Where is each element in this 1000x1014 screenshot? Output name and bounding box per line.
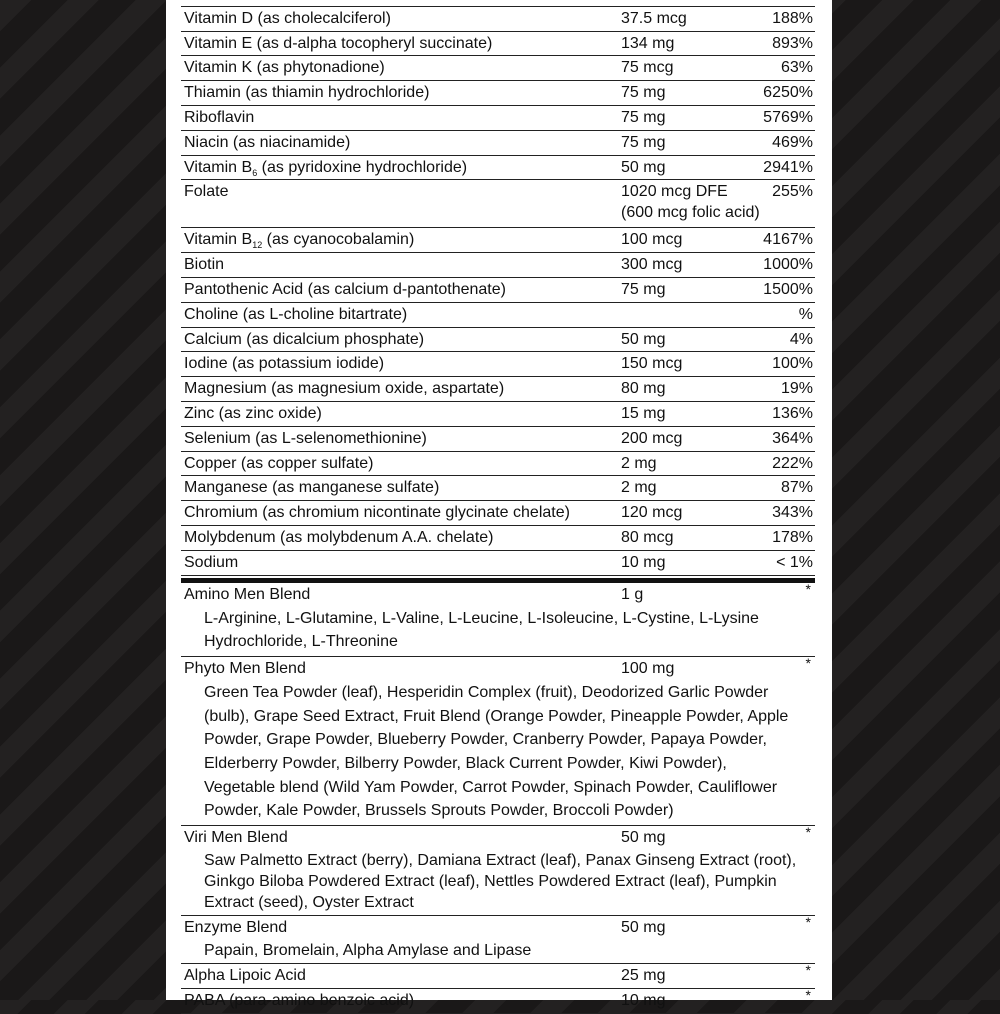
table-row-cut-off — [181, 0, 815, 7]
nutrient-row — [181, 328, 815, 353]
blend-ingredients: Green Tea Powder (leaf), Hesperidin Complex (fruit), Deodorized Garlic Powder (bulb), Grape Seed Extract, Fruit Blend (Orange Powder, Pineapple Powder, Apple Powder, Grape Powder, Blueberry Powder, Cranberry Powder, Papaya Powder, Elderberry Powder, Bilberry Powder, Black Current Powder, Kiwi Powder), Vegetable blend (Wild Yam Powder, Carrot Powder, Spinach Powder, Cauliflower Powder, Kale Powder, Brussels Sprouts Powder, Broccoli Powder) — [204, 683, 789, 820]
nutrient-row — [181, 32, 815, 57]
daily-value-not-established-mark: * — [805, 914, 811, 931]
nutrient-daily-value: 343% — [772, 504, 813, 522]
nutrient-amount: 2 mg — [621, 479, 657, 497]
blend-ingredients: L-Arginine, L-Glutamine, L-Valine, L-Leucine, L-Isoleucine, L-Cystine, L-Lysine Hydrochloride, L-Threonine — [204, 609, 759, 651]
nutrient-name-subscript: 12 — [252, 240, 263, 251]
nutrient-amount: 80 mcg — [621, 528, 674, 546]
blend-ingredients: Saw Palmetto Extract (berry), Damiana Extract (leaf), Panax Ginseng Extract (root), Ginkgo Biloba Powdered Extract (leaf), Nettles Powdered Extract (leaf), Pumpkin Extract (seed), Oyster Extract — [204, 852, 797, 912]
nutrient-row — [181, 156, 815, 181]
nutrient-table — [181, 0, 815, 1014]
nutrient-daily-value: 136% — [772, 404, 813, 422]
blend-header — [181, 826, 815, 850]
blend-amount: 100 mg — [621, 659, 675, 677]
nutrient-daily-value: 364% — [772, 429, 813, 447]
blend-header — [181, 580, 815, 607]
nutrient-amount: 50 mg — [621, 158, 666, 176]
nutrient-amount: 75 mcg — [621, 59, 674, 77]
nutrient-row — [181, 476, 815, 501]
nutrient-name-suffix: (as cyanocobalamin) — [262, 231, 415, 249]
nutrient-row — [181, 7, 815, 32]
nutrient-row — [181, 180, 815, 228]
nutrient-name: Chromium (as chromium nicontinate glycinate chelate) — [184, 504, 570, 522]
nutrient-name-prefix: Vitamin B — [184, 231, 253, 249]
nutrient-row — [181, 56, 815, 81]
nutrient-row — [181, 278, 815, 303]
nutrient-daily-value: 1500% — [763, 280, 813, 298]
nutrient-name: Zinc (as zinc oxide) — [184, 404, 322, 422]
daily-value-not-established-mark: * — [805, 987, 811, 1004]
nutrient-name: Vitamin K (as phytonadione) — [184, 59, 385, 77]
nutrient-daily-value: 255% — [772, 183, 813, 201]
blend-header — [181, 964, 815, 988]
nutrient-amount: 80 mg — [621, 380, 666, 398]
nutrient-amount: 2 mg — [621, 454, 657, 472]
nutrient-name: Choline (as L-choline bitartrate) — [184, 305, 408, 323]
nutrient-daily-value: 100% — [772, 355, 813, 373]
nutrient-amount: 120 mcg — [621, 504, 683, 522]
daily-value-not-established-mark: * — [805, 580, 811, 597]
nutrient-amount: 75 mg — [621, 108, 666, 126]
blend-amount: 1 g — [621, 585, 644, 603]
nutrient-amount: 75 mg — [621, 133, 666, 151]
nutrient-daily-value: 178% — [772, 528, 813, 546]
nutrient-daily-value: 6250% — [763, 84, 813, 102]
nutrient-amount: 75 mg — [621, 280, 666, 298]
nutrient-row — [181, 377, 815, 402]
nutrient-amount: 75 mg — [621, 84, 666, 102]
blend-amount: 25 mg — [621, 967, 666, 985]
nutrient-name: Sodium — [184, 553, 239, 571]
blend-row — [181, 916, 815, 964]
nutrient-daily-value: 4167% — [763, 231, 813, 249]
blend-name: Viri Men Blend — [184, 829, 288, 847]
blend-amount: 10 mg — [621, 992, 666, 1010]
supplement-facts-label — [166, 0, 832, 1010]
nutrient-amount: 150 mcg — [621, 355, 683, 373]
nutrient-amount: 200 mcg — [621, 429, 683, 447]
blend-header — [181, 916, 815, 940]
blend-name: Amino Men Blend — [184, 585, 311, 603]
blend-row — [181, 654, 815, 826]
nutrient-daily-value: 893% — [772, 34, 813, 52]
nutrient-amount: 37.5 mcg — [621, 9, 687, 27]
nutrient-name-prefix: Vitamin B — [184, 158, 253, 176]
nutrient-amount: 1020 mcg DFE — [621, 183, 728, 201]
nutrient-daily-value: 1000% — [763, 256, 813, 274]
nutrient-name-suffix: (as pyridoxine hydrochloride) — [257, 158, 468, 176]
nutrient-name: Molybdenum (as molybdenum A.A. chelate) — [184, 528, 494, 546]
nutrient-name: Niacin (as niacinamide) — [184, 133, 351, 151]
nutrient-name: Pantothenic Acid (as calcium d-pantothenate) — [184, 280, 506, 298]
nutrient-name: Manganese (as manganese sulfate) — [184, 479, 440, 497]
blend-row — [181, 989, 815, 1014]
nutrient-row — [181, 352, 815, 377]
nutrient-amount-line2: (600 mcg folic acid) — [621, 204, 760, 222]
nutrient-name: Selenium (as L-selenomethionine) — [184, 429, 427, 447]
blend-name: Enzyme Blend — [184, 919, 288, 937]
daily-value-not-established-mark: * — [805, 824, 811, 841]
nutrient-row — [181, 402, 815, 427]
nutrient-row — [181, 427, 815, 452]
nutrient-daily-value: 188% — [772, 9, 813, 27]
blend-header — [181, 654, 815, 681]
nutrient-amount: 15 mg — [621, 404, 666, 422]
nutrient-daily-value: 19% — [780, 380, 813, 398]
nutrient-daily-value: 4% — [789, 330, 813, 348]
nutrient-row — [181, 501, 815, 526]
blend-header — [181, 989, 815, 1013]
nutrient-amount: 134 mg — [621, 34, 675, 52]
nutrient-daily-value: 87% — [780, 479, 813, 497]
nutrient-name-subscript: 6 — [252, 167, 258, 178]
nutrient-daily-value: 469% — [772, 133, 813, 151]
nutrient-daily-value: 63% — [780, 59, 813, 77]
blend-row — [181, 580, 815, 657]
nutrient-row — [181, 81, 815, 106]
nutrient-daily-value: % — [798, 305, 813, 323]
nutrient-name: Iodine (as potassium iodide) — [184, 355, 385, 373]
blend-amount: 50 mg — [621, 829, 666, 847]
nutrient-amount: 300 mcg — [621, 256, 683, 274]
nutrient-name: Copper (as copper sulfate) — [184, 454, 374, 472]
nutrient-name: Folate — [184, 183, 229, 201]
nutrient-daily-value: 222% — [772, 454, 813, 472]
nutrient-name: Thiamin (as thiamin hydrochloride) — [184, 84, 430, 102]
nutrient-name: Calcium (as dicalcium phosphate) — [184, 330, 425, 348]
blend-name: Phyto Men Blend — [184, 659, 306, 677]
nutrient-row — [181, 551, 815, 576]
blend-name: PABA (para-amino benzoic acid) — [184, 992, 415, 1010]
nutrient-daily-value: < 1% — [776, 553, 813, 571]
nutrient-row — [181, 253, 815, 278]
nutrient-row — [181, 452, 815, 477]
blend-ingredients: Papain, Bromelain, Alpha Amylase and Lipase — [204, 942, 532, 960]
nutrient-name: Riboflavin — [184, 108, 255, 126]
nutrient-row — [181, 526, 815, 551]
nutrient-daily-value: 2941% — [763, 158, 813, 176]
nutrient-row — [181, 131, 815, 156]
nutrient-name: Magnesium (as magnesium oxide, aspartate) — [184, 380, 505, 398]
nutrient-name: Biotin — [184, 256, 225, 274]
blend-row — [181, 964, 815, 989]
nutrient-row — [181, 106, 815, 131]
nutrient-row — [181, 228, 815, 253]
blend-row — [181, 826, 815, 916]
nutrient-row — [181, 303, 815, 328]
nutrient-amount: 10 mg — [621, 553, 666, 571]
nutrient-amount: 100 mcg — [621, 231, 683, 249]
nutrient-daily-value: 5769% — [763, 108, 813, 126]
blend-amount: 50 mg — [621, 919, 666, 937]
daily-value-not-established-mark: * — [805, 962, 811, 979]
nutrient-amount: 50 mg — [621, 330, 666, 348]
nutrient-name: Vitamin E (as d-alpha tocopheryl succinate) — [184, 34, 493, 52]
blend-name: Alpha Lipoic Acid — [184, 967, 306, 985]
nutrient-name: Vitamin D (as cholecalciferol) — [184, 9, 391, 27]
daily-value-not-established-mark: * — [805, 654, 811, 671]
